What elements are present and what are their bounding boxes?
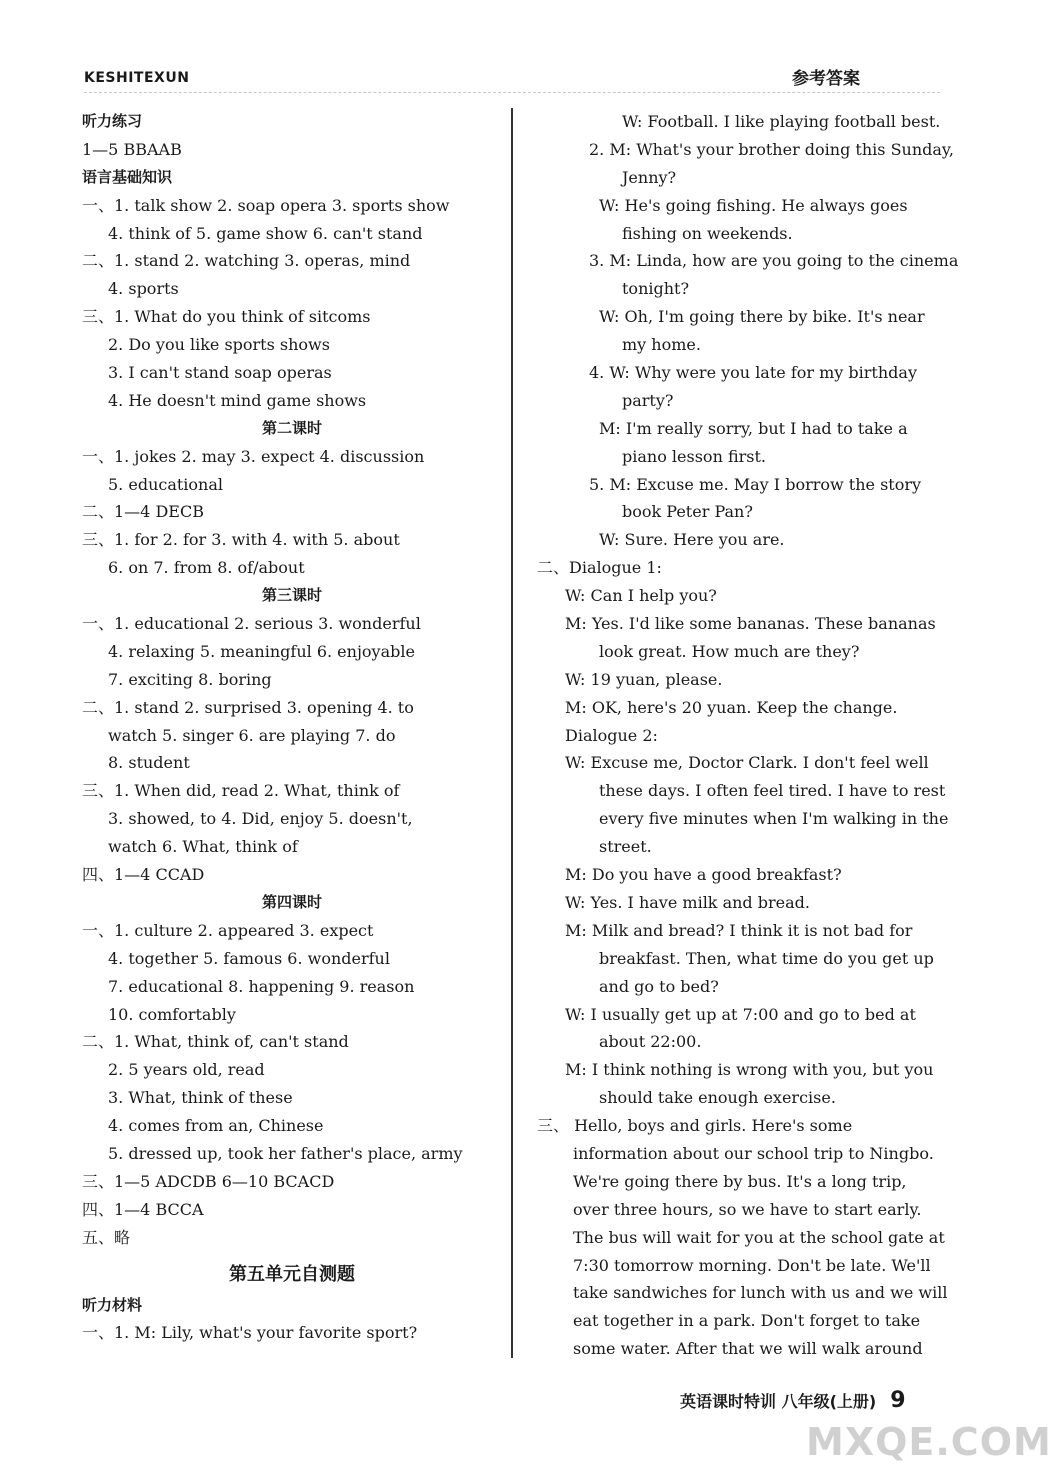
answer-line: 听力材料 <box>82 1295 143 1314</box>
answer-line: 2. Do you like sports shows <box>108 335 330 355</box>
answer-line: W: Football. I like playing football best. <box>622 112 941 131</box>
header-rule <box>84 92 940 93</box>
answer-line: 2. 5 years old, read <box>108 1060 265 1080</box>
page-number: 9 <box>890 1388 906 1413</box>
answer-line: 一、1. talk show 2. soap opera 3. sports show <box>82 195 450 215</box>
answer-line: street. <box>599 837 652 857</box>
answer-line: 7:30 tomorrow morning. Don't be late. We'll <box>573 1255 931 1275</box>
answer-line: 3. M: Linda, how are you going to the cinema <box>589 251 959 271</box>
column-divider <box>511 108 513 1358</box>
answer-line: 三、1. When did, read 2. What, think of <box>82 781 400 801</box>
answer-line: 4. sports <box>108 279 179 299</box>
answer-line: Jenny? <box>622 167 677 187</box>
answer-line: 4. He doesn't mind game shows <box>108 390 367 410</box>
answer-line: M: OK, here's 20 yuan. Keep the change. <box>565 697 898 717</box>
answer-line: M: Milk and bread? I think it is not bad for <box>565 920 913 940</box>
answer-line: breakfast. Then, what time do you get up <box>599 948 934 968</box>
answer-line: 1—5 BBAAB <box>82 139 182 159</box>
answer-line: 语言基础知识 <box>82 167 173 186</box>
footer-book-title: 英语课时特训 八年级(上册) <box>680 1392 877 1411</box>
answer-line: 4. think of 5. game show 6. can't stand <box>108 223 423 243</box>
answer-line: fishing on weekends. <box>622 223 793 243</box>
answer-line: party? <box>622 390 674 410</box>
answer-line: 4. together 5. famous 6. wonderful <box>108 948 390 968</box>
answer-line: W: Oh, I'm going there by bike. It's near <box>599 307 925 327</box>
answer-line: 第四课时 <box>261 892 322 911</box>
answer-line: 二、1. stand 2. surprised 3. opening 4. to <box>82 697 414 717</box>
answer-line: 四、1—4 CCAD <box>82 865 205 885</box>
answer-line: 第二课时 <box>261 418 322 437</box>
answer-line: 二、1. What, think of, can't stand <box>82 1032 349 1052</box>
answer-line: W: Can I help you? <box>565 586 717 606</box>
header-brand: KESHITEXUN <box>84 70 190 86</box>
answer-line: M: I'm really sorry, but I had to take a <box>599 418 908 438</box>
answer-line: eat together in a park. Don't forget to take <box>573 1311 921 1331</box>
answer-line: 第五单元自测题 <box>229 1263 355 1285</box>
answer-line: 4. relaxing 5. meaningful 6. enjoyable <box>108 641 415 661</box>
answer-line: some water. After that we will walk around <box>573 1339 923 1359</box>
answer-line: W: Yes. I have milk and bread. <box>565 892 810 912</box>
answer-line: book Peter Pan? <box>622 502 753 522</box>
answer-line: 二、1—4 DECB <box>82 502 204 522</box>
answer-line: 四、1—4 BCCA <box>82 1199 204 1219</box>
answer-line: M: I think nothing is wrong with you, but you <box>565 1060 934 1080</box>
answer-line: look great. How much are they? <box>599 641 860 661</box>
answer-line: tonight? <box>622 279 690 299</box>
answer-line: The bus will wait for you at the school gate at <box>573 1227 945 1247</box>
answer-line: over three hours, so we have to start early. <box>573 1199 922 1219</box>
answer-line: piano lesson first. <box>622 446 766 466</box>
answer-line: these days. I often feel tired. I have to rest <box>599 781 946 801</box>
answer-line: W: He's going fishing. He always goes <box>599 195 908 215</box>
answer-line: my home. <box>622 335 701 355</box>
answer-line: 二、Dialogue 1: <box>537 558 662 578</box>
answer-line: W: Sure. Here you are. <box>599 530 785 550</box>
answer-line: 3. I can't stand soap operas <box>108 363 332 383</box>
answer-line: should take enough exercise. <box>599 1088 836 1108</box>
answer-line: 4. W: Why were you late for my birthday <box>589 363 917 383</box>
answer-line: 4. comes from an, Chinese <box>108 1116 324 1136</box>
answer-line: 5. educational <box>108 474 224 494</box>
watermark: MXQE.COM <box>806 1420 1052 1464</box>
answer-line: 一、1. M: Lily, what's your favorite sport? <box>82 1323 418 1343</box>
answer-line: 一、1. culture 2. appeared 3. expect <box>82 920 374 940</box>
answer-line: 三、1. What do you think of sitcoms <box>82 307 371 327</box>
answer-line: W: Excuse me, Doctor Clark. I don't feel well <box>565 753 929 773</box>
answer-line: W: I usually get up at 7:00 and go to bed at <box>565 1004 916 1024</box>
answer-line: 6. on 7. from 8. of/about <box>108 558 305 578</box>
answer-line: watch 5. singer 6. are playing 7. do <box>108 725 396 745</box>
answer-line: 5. M: Excuse me. May I borrow the story <box>589 474 922 494</box>
answer-line: 第三课时 <box>261 586 322 605</box>
answer-line: every five minutes when I'm walking in the <box>599 809 949 829</box>
answer-line: M: Do you have a good breakfast? <box>565 865 842 885</box>
answer-line: We're going there by bus. It's a long trip, <box>573 1171 907 1191</box>
answer-line: 3. showed, to 4. Did, enjoy 5. doesn't, <box>108 809 413 829</box>
answer-line: 一、1. jokes 2. may 3. expect 4. discussion <box>82 446 425 466</box>
left-column <box>82 108 502 1347</box>
answer-line: 3. What, think of these <box>108 1088 293 1108</box>
answer-line: 三、 Hello, boys and girls. Here's some <box>537 1116 853 1136</box>
answer-line: W: 19 yuan, please. <box>565 669 723 689</box>
answer-line: 一、1. educational 2. serious 3. wonderful <box>82 614 421 634</box>
answer-line: and go to bed? <box>599 976 719 996</box>
answer-line: 7. educational 8. happening 9. reason <box>108 976 415 996</box>
answer-line: 8. student <box>108 753 190 773</box>
answer-line: about 22:00. <box>599 1032 702 1052</box>
answer-line: information about our school trip to Ningbo. <box>573 1143 934 1163</box>
right-column <box>537 108 959 1363</box>
answer-line: M: Yes. I'd like some bananas. These bananas <box>565 614 936 634</box>
answer-line: 三、1—5 ADCDB 6—10 BCACD <box>82 1171 335 1191</box>
answer-line: 7. exciting 8. boring <box>108 669 272 689</box>
header-title: 参考答案 <box>792 69 860 89</box>
answer-line: 5. dressed up, took her father's place, army <box>108 1143 463 1163</box>
answer-line: take sandwiches for lunch with us and we will <box>573 1283 948 1303</box>
answer-line: 二、1. stand 2. watching 3. operas, mind <box>82 251 411 271</box>
answer-line: 三、1. for 2. for 3. with 4. with 5. about <box>82 530 400 550</box>
answer-line: 10. comfortably <box>108 1004 236 1024</box>
answer-line: Dialogue 2: <box>565 725 658 745</box>
answer-line: 2. M: What's your brother doing this Sunday, <box>589 139 954 159</box>
answer-line: 五、略 <box>82 1227 131 1247</box>
answer-line: watch 6. What, think of <box>108 837 298 857</box>
answer-line: 听力练习 <box>82 112 143 130</box>
footer <box>680 1388 906 1413</box>
